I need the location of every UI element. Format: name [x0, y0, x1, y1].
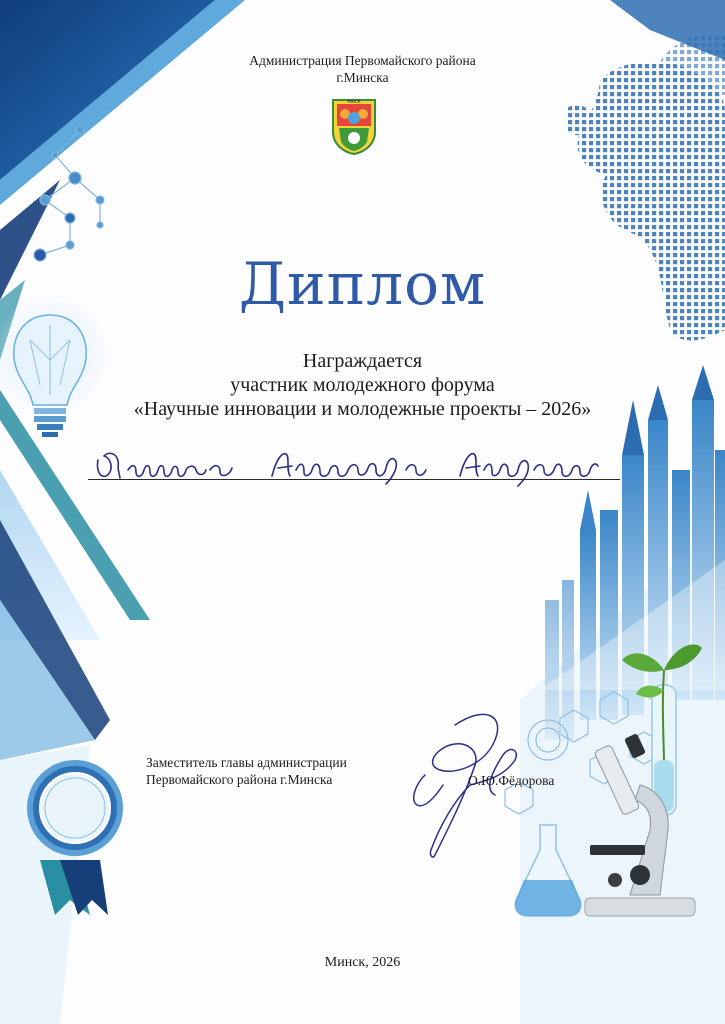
emblem-text: МІНСК — [347, 99, 361, 104]
diploma-title: Диплом — [238, 250, 487, 318]
signatory-name: О.Ю.Фёдорова — [468, 773, 555, 788]
top-right-wash — [610, 0, 725, 60]
signatory-position-line-1: Заместитель главы администрации — [146, 755, 347, 770]
award-line-3: «Научные инновации и молодежные проекты – 2026» — [133, 398, 592, 420]
place-and-date: Минск, 2026 — [324, 955, 401, 970]
recipient-handwriting — [90, 440, 610, 490]
recipient-underline — [88, 479, 620, 480]
issuer-block — [0, 52, 725, 86]
award-block — [0, 349, 725, 421]
award-line-1: Награждается — [302, 350, 423, 372]
signatory-position-line-2: Первомайского района г.Минска — [146, 772, 333, 787]
issuer-line-2: г.Минска — [336, 70, 389, 85]
signatory-position — [146, 754, 347, 788]
issuer-line-1: Администрация Первомайского района — [249, 53, 476, 68]
award-line-2: участник молодежного форума — [230, 374, 495, 396]
coat-of-arms-emblem — [331, 96, 377, 156]
